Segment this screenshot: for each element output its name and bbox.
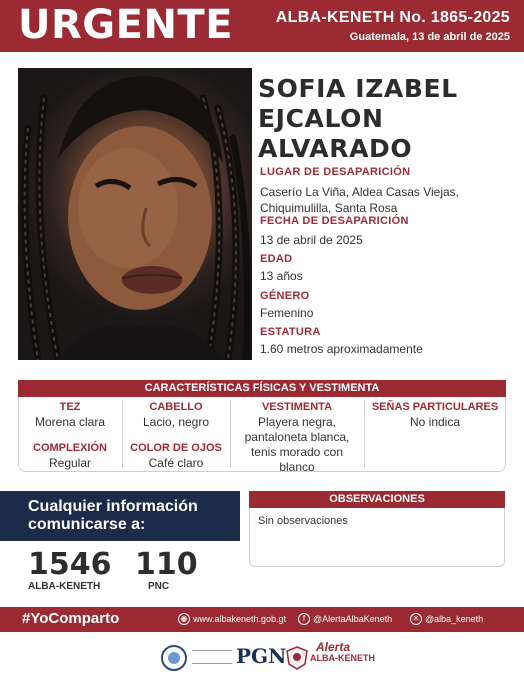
person-name-line2: EJCALON ALVARADO <box>258 104 413 163</box>
label-skin: TEZ <box>59 401 81 413</box>
contact-banner <box>0 491 240 541</box>
label-age: EDAD <box>260 253 293 265</box>
globe-icon: ◉ <box>178 613 190 625</box>
phone-pnc-label: PNC <box>148 581 170 592</box>
value-height: 1.60 metros aproximadamente <box>260 342 423 356</box>
logos-strip <box>0 640 524 676</box>
website-link[interactable] <box>178 613 286 625</box>
value-hair: Lacio, negro <box>142 415 210 429</box>
label-eyes: COLOR DE OJOS <box>130 442 222 454</box>
phone-pnc: 110 <box>135 547 198 582</box>
label-clothing: VESTIMENTA <box>261 401 333 413</box>
alerta-logo-line1: Alerta <box>316 640 351 654</box>
facebook-link[interactable] <box>298 613 392 625</box>
person-name <box>258 74 524 164</box>
value-marks: No indica <box>409 415 461 429</box>
label-date: FECHA DE DESAPARICIÓN <box>260 215 409 227</box>
value-clothing-line3: tenis morado con <box>250 445 344 459</box>
label-height: ESTATURA <box>260 326 321 338</box>
pgn-logo: PGN <box>236 644 287 668</box>
place-date: Guatemala, 13 de abril de 2025 <box>349 31 510 43</box>
contact-line1: Cualquier información <box>28 498 198 515</box>
value-build: Regular <box>48 456 92 470</box>
value-clothing-line2: pantaloneta blanca, <box>244 430 350 444</box>
alert-code: ALBA-KENETH No. 1865-2025 <box>275 9 510 26</box>
missing-person-photo <box>18 68 252 360</box>
label-hair: CABELLO <box>149 401 203 413</box>
label-place: LUGAR DE DESAPARICIÓN <box>260 166 411 178</box>
characteristics-title: CARACTERÍSTICAS FÍSICAS Y VESTIMENTA <box>18 380 506 397</box>
website-text: www.albakeneth.gob.gt <box>193 614 287 624</box>
value-gender: Femenino <box>260 306 314 320</box>
value-eyes: Café claro <box>148 456 204 470</box>
government-seal-text-icon <box>192 650 232 664</box>
value-age: 13 años <box>260 269 303 283</box>
phone-alba-keneth-label: ALBA-KENETH <box>28 581 101 592</box>
label-gender: GÉNERO <box>260 290 310 302</box>
value-place-line2: Chiquimulilla, Santa Rosa <box>260 201 398 215</box>
contact-line2: comunicarse a: <box>28 516 146 533</box>
x-text: @alba_keneth <box>425 614 484 624</box>
shield-icon <box>286 646 308 670</box>
footer-banner <box>0 607 524 632</box>
hashtag: #YoComparto <box>22 610 120 627</box>
x-icon: ✕ <box>410 613 422 625</box>
value-skin: Morena clara <box>34 415 106 429</box>
person-name-line1: SOFIA IZABEL <box>258 74 458 103</box>
urgent-title: URGENTE <box>18 2 234 48</box>
label-marks: SEÑAS PARTICULARES <box>371 401 499 413</box>
x-link[interactable] <box>410 613 483 625</box>
value-clothing-line4: blanco <box>279 460 315 474</box>
coat-of-arms-icon <box>160 644 188 672</box>
facebook-icon: f <box>298 613 310 625</box>
value-place-line1: Caserío La Viña, Aldea Casas Viejas, <box>260 185 460 199</box>
header-banner <box>0 0 524 52</box>
value-clothing-line1: Playera negra, <box>257 415 337 429</box>
label-build: COMPLEXIÓN <box>33 442 107 454</box>
alerta-logo-line2: ALBA-KENETH <box>310 653 375 663</box>
value-date: 13 de abril de 2025 <box>260 233 363 247</box>
divider <box>230 400 231 468</box>
phone-alba-keneth: 1546 <box>28 547 112 582</box>
observations-text: Sin observaciones <box>258 515 348 527</box>
observations-title: OBSERVACIONES <box>249 491 505 508</box>
facebook-text: @AlertaAlbaKeneth <box>313 614 393 624</box>
divider <box>364 400 365 468</box>
divider <box>122 400 123 468</box>
